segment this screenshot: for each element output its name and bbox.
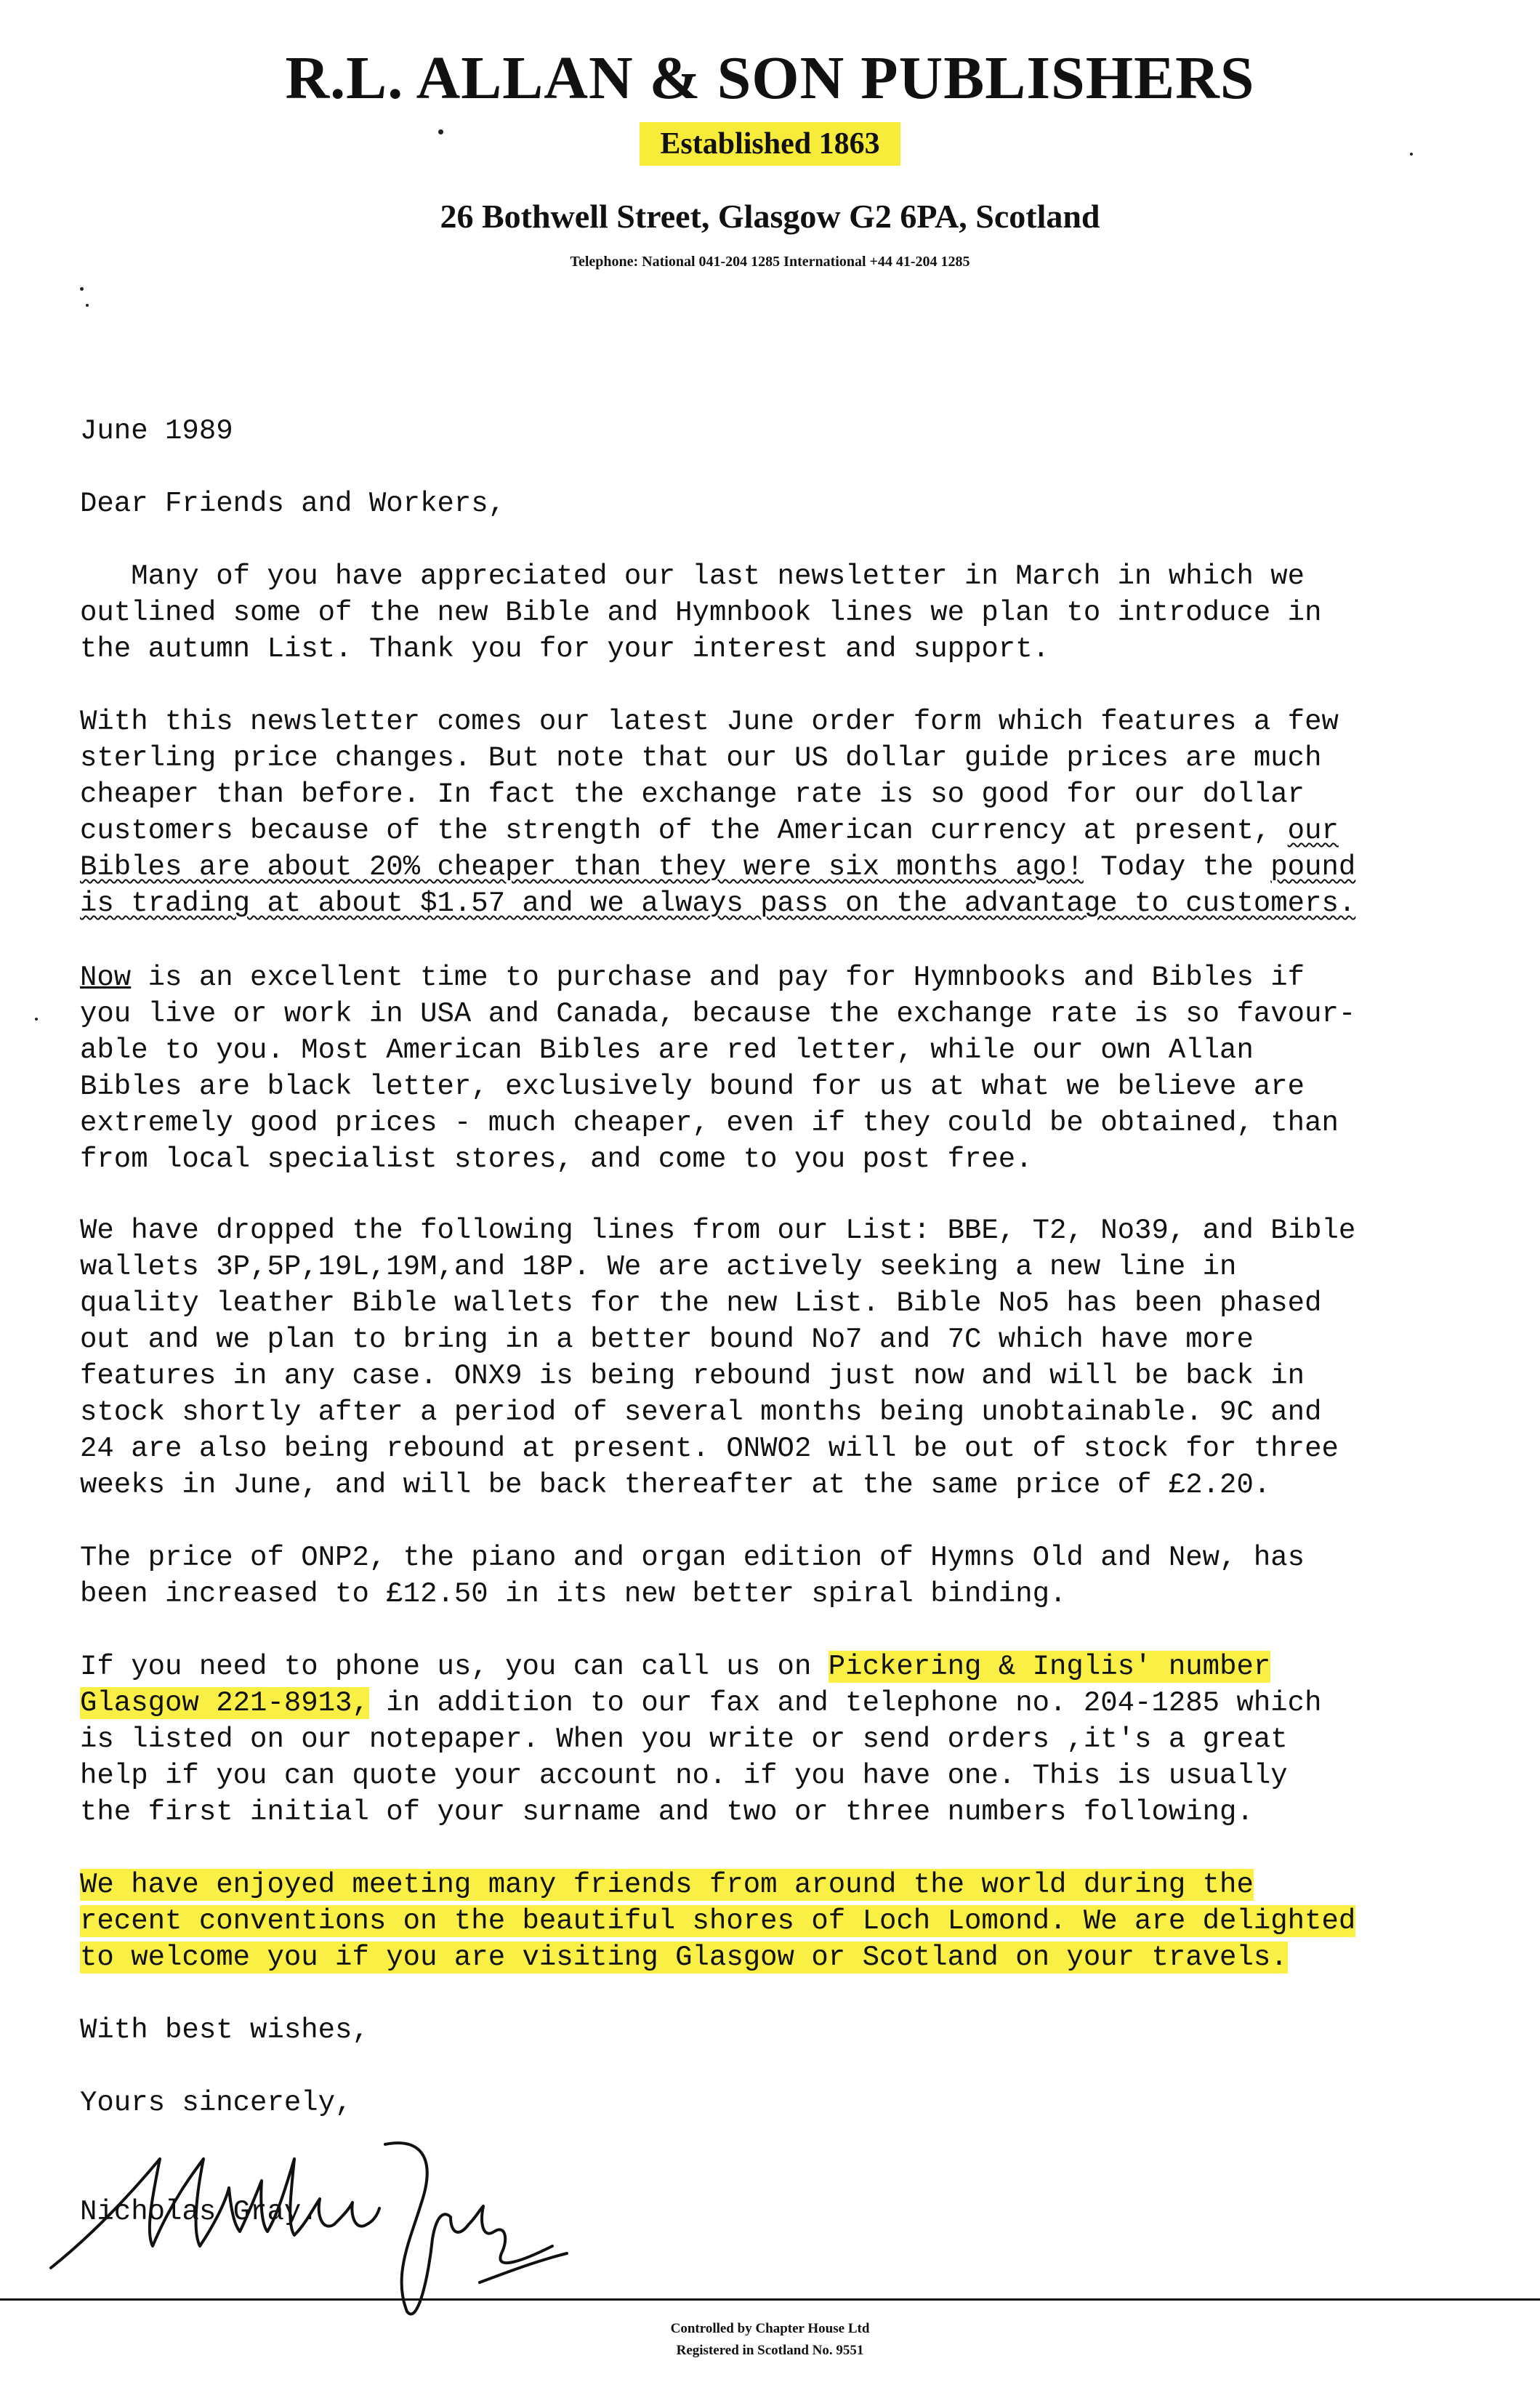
p6-highlight-pickering: Pickering & Inglis' number [828,1651,1271,1683]
p4-line-4: out and we plan to bring in a better bound No7 and 7C which have more [80,1324,1254,1356]
p2-line-5 [80,849,1461,885]
p1-line-1: Many of you have appreciated our last newsletter in March in which we [80,560,1305,592]
p6-line-5: the first initial of your surname and two or three numbers following. [80,1796,1254,1828]
p7-line-3 [80,1939,1461,1976]
p1-line-2: outlined some of the new Bible and Hymnbook lines we plan to introduce in [80,597,1322,629]
footer-rule [0,2298,1540,2301]
p2-underlined-trading: is trading at about $1.57 and we always pass on the advantage to customers. [80,888,1356,920]
footer-line-1: Controlled by Chapter House Ltd [670,2321,870,2336]
p7-line-2 [80,1903,1461,1939]
p2-line-1: With this newsletter comes our latest June order form which features a few [80,706,1339,738]
scan-speck [86,304,89,307]
p2-line-4-text: customers because of the strength of the American currency at present, [80,815,1288,847]
p7-highlight-1: We have enjoyed meeting many friends from around the world during the [80,1869,1254,1901]
p6-line-2 [80,1685,1461,1721]
p2-line-4 [80,813,1461,849]
company-address: 26 Bothwell Street, Glasgow G2 6PA, Scotland [440,198,1100,235]
p6-line-3: is listed on our notepaper. When you write or send orders ,it's a great [80,1723,1288,1755]
company-name: R.L. ALLAN & SON PUBLISHERS [285,44,1255,112]
p1-line-3: the autumn List. Thank you for your interest and support. [80,633,1050,665]
p4-line-7: 24 are also being rebound at present. ONWO2 will be out of stock for three [80,1433,1339,1465]
p6-line-1 [80,1649,1461,1685]
letter-date: June 1989 [80,415,233,447]
p4-line-8: weeks in June, and will be back thereafter at the same price of £2.20. [80,1469,1271,1501]
p7-highlight-3: to welcome you if you are visiting Glasgow or Scotland on your travels. [80,1942,1288,1973]
footer-line-2: Registered in Scotland No. 9551 [676,2343,864,2358]
scan-speck [80,287,84,291]
p3-line-6: from local specialist stores, and come to you post free. [80,1143,1033,1175]
scan-speck [438,129,443,134]
p2-line-2: sterling price changes. But note that our US dollar guide prices are much [80,742,1322,774]
established-highlight: Established 1863 [640,122,900,166]
p2-line-3: cheaper than before. In fact the exchange rate is so good for our dollar [80,778,1305,810]
p3-line-4: Bibles are black letter, exclusively bound for us at what we believe are [80,1071,1305,1103]
p3-line-2: you live or work in USA and Canada, because the exchange rate is so favour- [80,998,1356,1030]
salutation: Dear Friends and Workers, [80,488,506,520]
p5-line-2: been increased to £12.50 in its new better spiral binding. [80,1578,1067,1610]
established-line [0,122,1540,166]
p3-line-1-text: is an excellent time to purchase and pay for Hymnbooks and Bibles if [131,962,1305,994]
p2-underlined-our: our [1287,815,1339,847]
p4-line-2: wallets 3P,5P,19L,19M,and 18P. We are actively seeking a new line in [80,1251,1237,1283]
p4-line-1: We have dropped the following lines from our List: BBE, T2, No39, and Bible [80,1215,1356,1247]
p3-line-1 [80,959,1461,996]
p4-line-5: features in any case. ONX9 is being rebound just now and will be back in [80,1360,1305,1392]
p6-line-1-text: If you need to phone us, you can call us on [80,1651,829,1683]
p4-line-6: stock shortly after a period of several months being unobtainable. 9C and [80,1396,1322,1428]
p4-line-3: quality leather Bible wallets for the new List. Bible No5 has been phased [80,1287,1322,1319]
telephone-line: Telephone: National 041-204 1285 International +44 41-204 1285 [570,254,970,270]
p6-line-2-text: in addition to our fax and telephone no. 204-1285 which [368,1687,1322,1719]
p5-line-1: The price of ONP2, the piano and organ edition of Hymns Old and New, has [80,1542,1305,1574]
p2-underlined-pound: pound [1270,851,1356,883]
p7-highlight-2: recent conventions on the beautiful shores of Loch Lomond. We are delighted [80,1905,1356,1937]
p3-line-3: able to you. Most American Bibles are red letter, while our own Allan [80,1034,1254,1066]
p3-line-5: extremely good prices - much cheaper, even if they could be obtained, than [80,1107,1339,1139]
closing-best-wishes: With best wishes, [80,2014,369,2046]
scan-speck [35,1018,38,1021]
p2-underlined-claim: Bibles are about 20% cheaper than they were six months ago! [80,851,1084,883]
p6-highlight-number: Glasgow 221-8913, [80,1687,369,1719]
scan-speck [1410,153,1413,156]
p2-line-6 [80,885,1461,922]
p3-underlined-now: Now [80,962,132,994]
signatory-name: Nicholas Gray. [80,2196,318,2228]
p2-line-5-text: Today the [1083,851,1271,883]
p6-line-4: help if you can quote your account no. if you have one. This is usually [80,1760,1288,1792]
p7-line-1 [80,1867,1461,1903]
closing-yours-sincerely: Yours sincerely, [80,2087,352,2119]
